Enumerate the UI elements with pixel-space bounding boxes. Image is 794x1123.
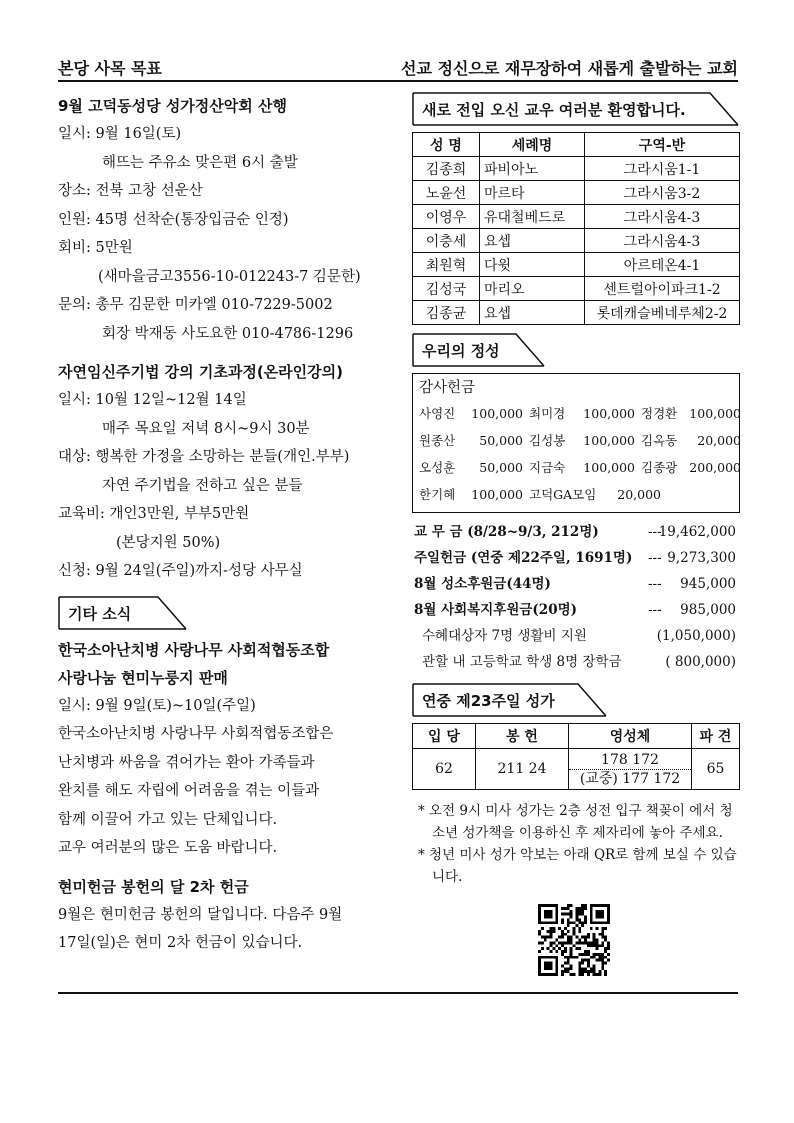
finance-label: 주일헌금 (연중 제22주일, 1691명) — [414, 550, 633, 566]
offering-label: 우리의 정성 — [422, 342, 500, 360]
table-row — [413, 229, 740, 253]
finance-amount: ( 800,000) — [665, 654, 736, 670]
table-row — [413, 301, 740, 325]
donor-name: 고덕GA모임 — [529, 487, 597, 502]
column-header: 성 명 — [413, 133, 480, 157]
finance-amount: 19,462,000 — [658, 524, 736, 540]
nfp-section — [58, 358, 388, 586]
baptismal-name: 마리오 — [480, 277, 585, 301]
table-row — [413, 277, 740, 301]
table-header-row — [413, 724, 740, 749]
rice-title: 현미헌금 봉헌의 달 2차 헌금 — [58, 877, 249, 896]
coop-section — [58, 636, 388, 863]
finance-label: 교 무 금 (8/28~9/3, 212명) — [414, 524, 599, 540]
finance-dash: --- — [648, 602, 662, 618]
donor-name: 정경환 — [641, 406, 678, 421]
finance-row — [412, 571, 740, 597]
offering-tag — [412, 333, 740, 367]
column-header: 영성체 — [569, 724, 692, 749]
member-name: 김종희 — [413, 157, 480, 181]
coop-subtitle: 사랑나눔 현미누룽지 판매 — [58, 668, 228, 687]
nfp-line: 교육비: 개인3만원, 부부5만원 — [58, 506, 250, 522]
nfp-line: 대상: 행복한 가정을 소망하는 분들(개인.부부) — [58, 449, 350, 465]
hiking-section — [58, 92, 388, 348]
donor-name: 최미경 — [529, 406, 566, 421]
finance-amount: 945,000 — [680, 576, 736, 592]
count-label: 연중 제23주일 성가 — [422, 692, 555, 710]
communion-cell — [569, 749, 692, 790]
bottom-rule — [58, 992, 738, 994]
thanks-row — [419, 400, 741, 427]
donor-amount: 50,000 — [479, 460, 523, 475]
rice-section — [58, 873, 388, 958]
finance-dash: --- — [648, 524, 662, 540]
hiking-line: 문의: 총무 김문한 미카엘 010-7229-5002 — [58, 297, 333, 313]
column-header: 파 견 — [692, 724, 740, 749]
pastoral-goal-text: 선교 정신으로 재무장하여 새롭게 출발하는 교회 — [401, 59, 738, 78]
communion-count: 178 172 — [569, 751, 691, 770]
nfp-line: 신청: 9월 24일(주일)까지-성당 사무실 — [58, 563, 303, 579]
hiking-line: (새마을금고3556-10-012243-7 김문한) — [98, 268, 361, 285]
donor-amount: 100,000 — [471, 487, 523, 502]
finance-row — [412, 597, 740, 623]
donor-amount: 20,000 — [697, 433, 741, 448]
column-header: 세례명 — [480, 133, 585, 157]
donor-amount: 100,000 — [471, 406, 523, 421]
district: 그라시움1-1 — [585, 157, 740, 181]
baptismal-name: 요셉 — [480, 301, 585, 325]
donor-amount: 50,000 — [479, 433, 523, 448]
rice-line: 17일(일)은 현미 2차 헌금이 있습니다. — [58, 935, 303, 951]
right-column — [412, 92, 740, 888]
donor-name: 김성봉 — [529, 433, 566, 448]
thanks-title: 감사헌금 — [419, 380, 476, 396]
rice-line: 9월은 현미헌금 봉헌의 달입니다. 다음주 9월 — [58, 906, 343, 923]
coop-title: 한국소아난치병 사랑나무 사회적협동조합 — [58, 640, 330, 659]
nfp-line: 자연 주기법을 전하고 싶은 분들 — [102, 477, 303, 494]
district: 그라시움4-3 — [585, 229, 740, 253]
table-row — [413, 253, 740, 277]
finance-amount: 9,273,300 — [667, 550, 736, 566]
new-members-table — [412, 132, 740, 325]
coop-line: 한국소아난치병 사랑나무 사회적협동조합은 — [58, 726, 334, 742]
finance-label: 관할 내 고등학교 학생 8명 장학금 — [422, 654, 622, 670]
member-name: 김종균 — [413, 301, 480, 325]
left-column — [58, 92, 388, 958]
baptismal-name: 요셉 — [480, 229, 585, 253]
thanks-rows — [419, 400, 741, 508]
donor-amount: 20,000 — [617, 487, 661, 502]
attendance-table — [412, 723, 740, 790]
finance-row — [412, 519, 740, 545]
members-body — [413, 157, 740, 325]
dismissal-count: 65 — [692, 749, 740, 790]
member-name: 이충세 — [413, 229, 480, 253]
donor-amount: 100,000 — [583, 433, 635, 448]
donor-amount: 100,000 — [583, 460, 635, 475]
donor-amount: 100,000 — [583, 406, 635, 421]
note-item: * 청년 미사 성가 악보는 아래 QR로 함께 보실 수 있습니다. — [418, 847, 737, 885]
finance-label: 8월 성소후원금(44명) — [414, 576, 551, 592]
member-name: 최원혁 — [413, 253, 480, 277]
welcome-tag — [412, 92, 740, 126]
table-row — [413, 181, 740, 205]
coop-line: 일시: 9월 9일(토)~10일(주일) — [58, 697, 256, 714]
hiking-line: 일시: 9월 16일(토) — [58, 126, 182, 142]
donor-name: 한기혜 — [419, 487, 456, 502]
thanks-row — [419, 481, 733, 508]
nfp-line: 매주 목요일 저녁 8시~9시 30분 — [102, 420, 310, 437]
district: 그라시움3-2 — [585, 181, 740, 205]
coop-line: 교우 여러분의 많은 도움 바랍니다. — [58, 840, 278, 856]
baptismal-name: 유대철베드로 — [480, 205, 585, 229]
hiking-line: 인원: 45명 선착순(통장입금순 인정) — [58, 211, 289, 228]
finance-amount: 985,000 — [680, 602, 736, 618]
column-header: 구역-반 — [585, 133, 740, 157]
donor-name: 사영진 — [419, 406, 456, 421]
hiking-line: 장소: 전북 고창 선운산 — [58, 183, 203, 199]
table-row — [413, 157, 740, 181]
baptismal-name: 다윗 — [480, 253, 585, 277]
donor-name: 김옥동 — [641, 433, 678, 448]
table-header-row — [413, 133, 740, 157]
thanks-row — [419, 427, 741, 454]
coop-line: 난치병과 싸움을 겪어가는 환아 가족들과 — [58, 754, 315, 771]
donor-name: 지금숙 — [529, 460, 566, 475]
coop-line: 완치를 해도 자립에 어려움을 겪는 이들과 — [58, 783, 320, 799]
district: 그라시움4-3 — [585, 205, 740, 229]
district: 아르테온4-1 — [585, 253, 740, 277]
donor-name: 김종광 — [641, 460, 678, 475]
finance-row — [412, 545, 740, 571]
baptismal-name: 마르타 — [480, 181, 585, 205]
nfp-title: 자연임신주기법 강의 기초과정(온라인강의) — [58, 363, 343, 381]
nfp-line: (본당지원 50%) — [116, 534, 221, 551]
entrance-count: 62 — [413, 749, 476, 790]
member-name: 노윤선 — [413, 181, 480, 205]
qr-code-icon[interactable] — [538, 904, 610, 976]
column-header: 봉 헌 — [476, 724, 569, 749]
finance-dash: --- — [648, 576, 662, 592]
donor-amount: 200,000 — [689, 460, 741, 475]
hiking-line: 회비: 5만원 — [58, 240, 133, 256]
column-header: 입 당 — [413, 724, 476, 749]
finance-label: 8월 사회복지후원금(20명) — [414, 602, 578, 618]
member-name: 이영우 — [413, 205, 480, 229]
nfp-line: 일시: 10월 12일~12월 14일 — [58, 392, 247, 408]
finance-row — [412, 623, 740, 649]
thanks-row — [419, 454, 741, 481]
table-row — [413, 205, 740, 229]
finance-amount: (1,050,000) — [656, 628, 736, 644]
thanks-offering-box — [412, 373, 740, 513]
hiking-line: 해뜨는 주유소 맞은편 6시 출발 — [102, 154, 298, 171]
district: 센트럴아이파크1-2 — [585, 277, 740, 301]
member-name: 김성국 — [413, 277, 480, 301]
baptismal-name: 파비아노 — [480, 157, 585, 181]
other-news-tag — [58, 596, 388, 630]
welcome-label: 새로 전입 오신 교우 여러분 환영합니다. — [422, 101, 686, 119]
finance-dash: --- — [648, 550, 662, 566]
pastoral-goal-label: 본당 사목 목표 — [58, 59, 162, 78]
other-news-label: 기타 소식 — [68, 604, 132, 623]
hiking-line: 회장 박재동 사도요한 010-4786-1296 — [102, 325, 354, 342]
finance-list — [412, 519, 740, 675]
finance-label: 수혜대상자 7명 생활비 지원 — [422, 628, 587, 644]
coop-line: 함께 이끌어 가고 있는 단체입니다. — [58, 811, 278, 828]
donor-name: 오성훈 — [419, 460, 456, 475]
offertory-count: 211 24 — [476, 749, 569, 790]
communion-count-main: (교중) 177 172 — [579, 770, 681, 787]
table-row — [413, 749, 740, 790]
page-header — [58, 54, 738, 82]
hiking-title: 9월 고덕동성당 성가정산악회 산행 — [58, 97, 287, 115]
donor-name: 원종산 — [419, 433, 456, 448]
note-item: * 오전 9시 미사 성가는 2층 성전 입구 책꽂이 에서 청소년 성가책을 이용하신 후 제자리에 놓아 주세요. — [418, 803, 733, 841]
finance-row — [412, 649, 740, 675]
donor-amount: 100,000 — [689, 406, 741, 421]
count-tag — [412, 683, 740, 717]
district: 롯데캐슬베네루체2-2 — [585, 301, 740, 325]
